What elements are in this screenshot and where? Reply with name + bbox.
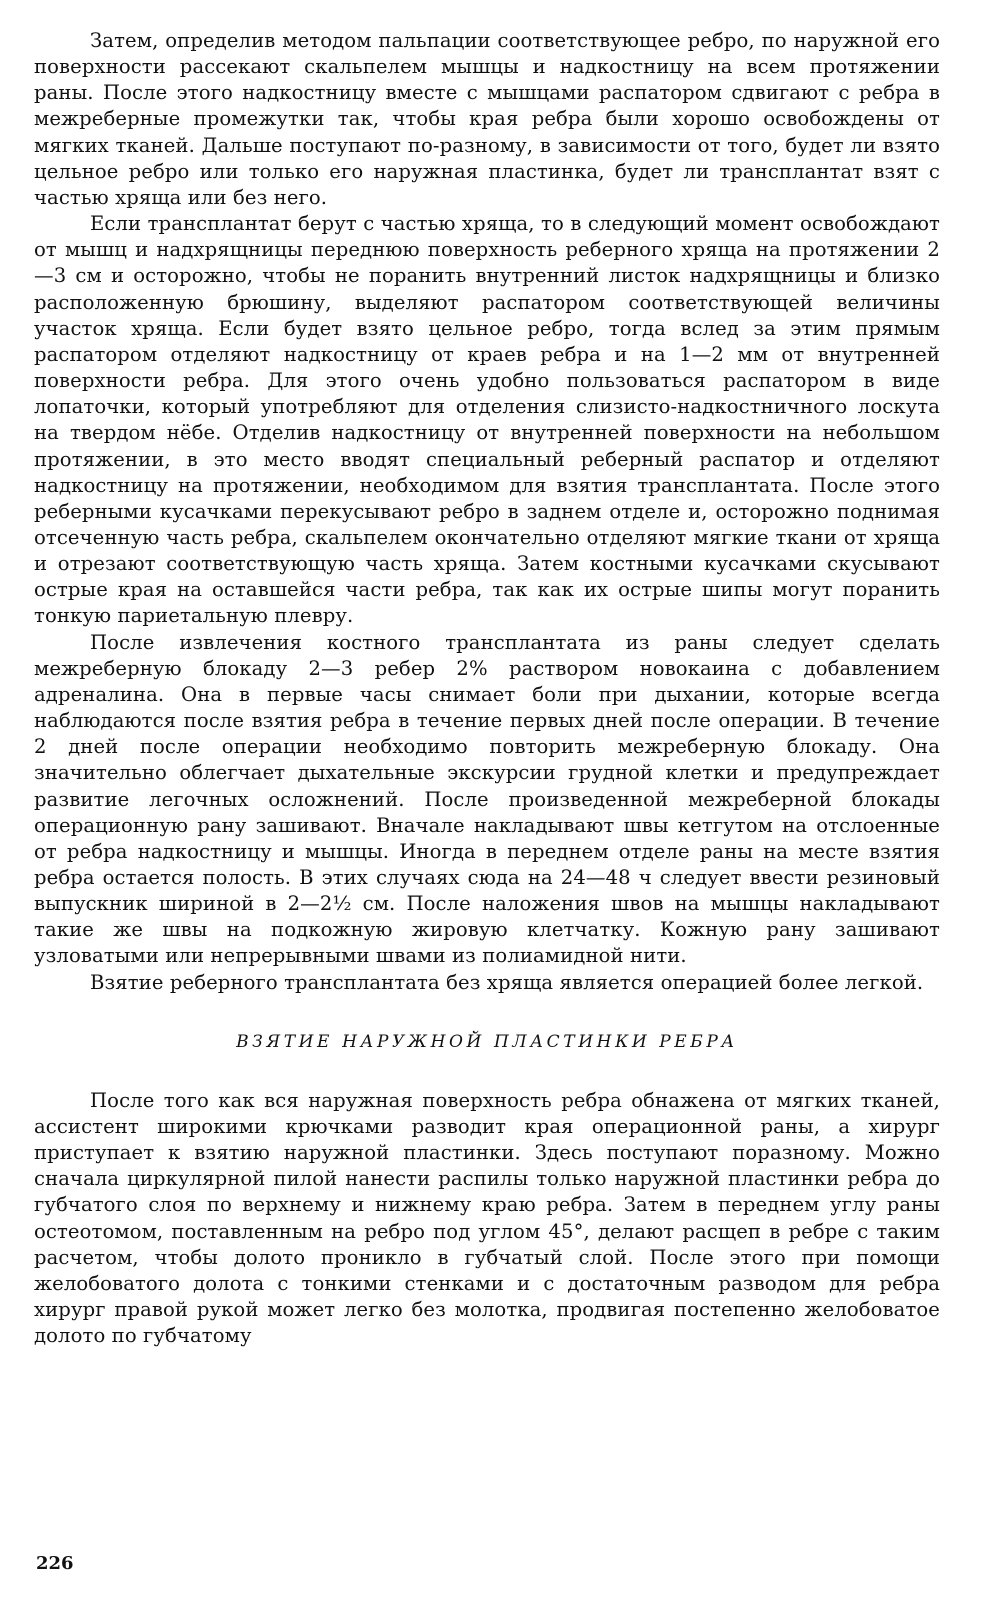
- page-number: 226: [36, 1553, 74, 1574]
- paragraph-intercostal-block: После извлечения костного трансплантата из раны следует сделать межреберную блокаду 2—3 ребер 2% раствором новокаина с добавлением адреналина. Она в первые часы снимает боли при дыхании, которые всегда наблюдаются после взятия ребра в течение первых дней после операции. В течение 2 дней после операции необходимо повторить межреберную блокаду. Она значительно облегчает дыхательные экскурсии грудной клетки и предупреждает развитие легочных осложнений. После произведенной межреберной блокады операционную рану зашивают. Вначале накладывают швы кетгутом на отслоенные от ребра надкостницу и мышцы. Иногда в переднем отделе раны на месте взятия ребра остается полость. В этих случаях сюда на 24—48 ч следует ввести резиновый выпускник шириной в 2—2½ см. После наложения швов на мышцы накладывают такие же швы на подкожную жировую клетчатку. Кожную рану зашивают узловатыми или непрерывными швами из полиамидной нити.: [34, 630, 940, 968]
- paragraph-without-cartilage: Взятие реберного трансплантата без хряща является операцией более легкой.: [90, 970, 924, 994]
- section-heading: ВЗЯТИЕ НАРУЖНОЙ ПЛАСТИНКИ РЕБРА: [236, 1031, 738, 1052]
- paragraph-outer-plate: После того как вся наружная поверхность ребра обнажена от мягких тканей, ассистент широкими крючками разводит края операционной раны, а хирург приступает к взятию наружной пластинки. Здесь поступают поразному. Можно сначала циркулярной пилой нанести распилы только наружной пластинки ребра до губчатого слоя по верхнему и нижнему краю ребра. Затем в переднем углу раны остеотомом, поставленным на ребро под углом 45°, делают расщеп в ребре с таким расчетом, чтобы долото проникло в губчатый слой. После этого при помощи желобоватого долота с тонкими стенками и с достаточным разводом для ребра хирург правой рукой может легко без молотка, продвигая постепенно желобоватое долото по губчатому: [34, 1088, 940, 1348]
- paragraph-rib-incision: Затем, определив методом пальпации соответствующее ребро, по наружной его поверхности рассекают скальпелем мышцы и надкостницу на всем протяжении раны. После этого надкостницу вместе с мышцами распатором сдвигают с ребра в межреберные промежутки так, чтобы края ребра были хорошо освобождены от мягких тканей. Дальше поступают по-разному, в зависимости от того, будет ли взято цельное ребро или только его наружная пластинка, будет ли трансплантат взят с частью хряща или без него.: [34, 29, 940, 209]
- page-body: [34, 28, 940, 1349]
- paragraph-cartilage-harvest: Если трансплантат берут с частью хряща, то в следующий момент освобождают от мышц и надхрящницы переднюю поверхность реберного хряща на протяжении 2—3 см и осторожно, чтобы не поранить внутренний листок надхрящницы и близко расположенную брюшину, выделяют распатором соответствующей величины участок хряща. Если будет взято цельное ребро, тогда вслед за этим прямым распатором отделяют надкостницу от краев ребра и на 1—2 мм от внутренней поверхности ребра. Для этого очень удобно пользоваться распатором в виде лопаточки, который употребляют для отделения слизисто-надкостничного лоскута на твердом нёбе. Отделив надкостницу от внутренней поверхности на небольшом протяжении, в это место вводят специальный реберный распатор и отделяют надкостницу на протяжении, необходимом для взятия трансплантата. После этого реберными кусачками перекусывают ребро в заднем отделе и, осторожно поднимая отсеченную часть ребра, скальпелем окончательно отделяют мягкие ткани от хряща и отрезают соответствующую часть хряща. Затем костными кусачками скусывают острые края на оставшейся части ребра, так как их острые шипы могут поранить тонкую париетальную плевру.: [34, 212, 940, 628]
